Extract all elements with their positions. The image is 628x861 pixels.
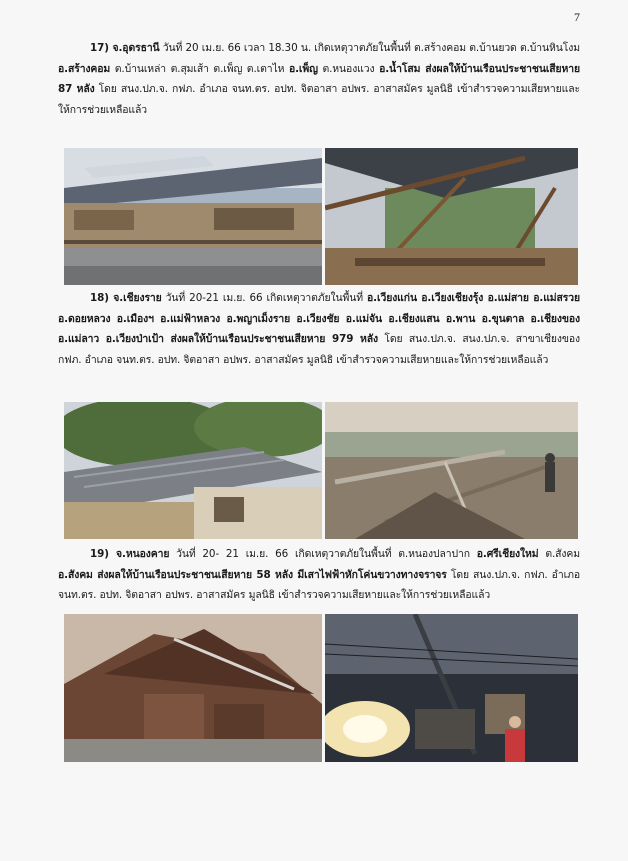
photo-fallen-power-pole-night xyxy=(325,614,578,762)
photo-wooden-house-roof-damage xyxy=(64,614,322,762)
section-17-paragraph xyxy=(58,38,580,120)
section-18-title: 18) จ.เชียงราย xyxy=(90,292,162,304)
section-18-agencies: โดย สนง.ปภ.จ. สนง.ปภ.จ. สาขาเชียงของ กฟภ. อำเภอ จนท.ตร. อปท. จิตอาสา อปพร. อาสาสมัคร มูลนิธิ เข้าสำรวจความเสียหายและให้การช่วยเหลือแล้ว xyxy=(58,333,581,366)
section-18-text: วันที่ 20-21 เม.ย. 66 เกิดเหตุวาตภัยในพื้นที่ xyxy=(161,292,368,304)
section-17-title: 17) จ.อุดรธานี xyxy=(90,42,160,54)
photo-damaged-house-roof xyxy=(64,148,322,285)
section-17-text: ต.บ้านเหล่า ต.สุมเส้า ต.เพ็ญ ต.เตาไห xyxy=(110,62,289,75)
photo-collapsed-structure-debris xyxy=(325,402,578,539)
section-19-damage: อ.สังคม ส่งผลให้บ้านเรือนประชาชนเสียหาย 58 หลัง มีเสาไฟฟ้าหักโค่นขวางทางจราจร xyxy=(58,568,447,581)
photo-collapsed-roof-interior xyxy=(325,148,578,285)
section-19-paragraph xyxy=(58,544,580,606)
page-number: 7 xyxy=(574,10,580,24)
section-17-damage: อ.น้ำโสม ส่งผลให้บ้านเรือนประชาชนเสียหาย 87 หลัง xyxy=(58,62,580,95)
section-17-district: อ.เพ็ญ xyxy=(288,62,318,75)
section-18-paragraph xyxy=(58,288,580,370)
section-17-text: วันที่ 20 เม.ย. 66 เวลา 18.30 น. เกิดเหตุวาตภัยในพื้นที่ ต.สร้างคอม ต.บ้านยวด ต.บ้านหินโงม xyxy=(159,42,580,54)
section-19-text: ต.สังคม xyxy=(538,548,580,560)
section-18-districts-damage: อ.เวียงแก่น อ.เวียงเชียงรุ้ง อ.แม่สาย อ.แม่สรวย อ.ดอยหลวง อ.เมืองฯ อ.แม่ฟ้าหลวง อ.พญาเม็งราย อ.เวียงชัย อ.แม่จัน อ.เชียงแสน อ.พาน อ.ขุนตาล อ.เชียงของ อ.แม่ลาว อ.เวียงป่าเป้า ส่งผลให้บ้านเรือนประชาชนเสียหาย 979 หลัง xyxy=(58,292,580,345)
section-17-text: ต.หนองแวง xyxy=(317,62,380,75)
section-19-district: อ.ศรีเชียงใหม่ xyxy=(476,548,539,560)
section-17-district: อ.สร้างคอม xyxy=(58,62,111,75)
section-19-text: วันที่ 20- 21 เม.ย. 66 เกิดเหตุวาตภัยในพื้นที่ ต.หนองปลาปาก xyxy=(169,548,477,560)
section-19-title: 19) จ.หนองคาย xyxy=(90,548,170,560)
photo-damaged-metal-roof xyxy=(64,402,322,539)
section-17-agencies: โดย สนง.ปภ.จ. กฟภ. อำเภอ จนท.ตร. อปท. จิตอาสา อปพร. อาสาสมัคร มูลนิธิ เข้าสำรวจความเสียหายและให้การช่วยเหลือแล้ว xyxy=(58,83,580,116)
section-19-agencies: โดย สนง.ปภ.จ. กฟภ. อำเภอ จนท.ตร. อปท. จิตอาสา อปพร. อาสาสมัคร มูลนิธิ เข้าสำรวจความเสียหายและให้การช่วยเหลือแล้ว xyxy=(58,568,580,601)
